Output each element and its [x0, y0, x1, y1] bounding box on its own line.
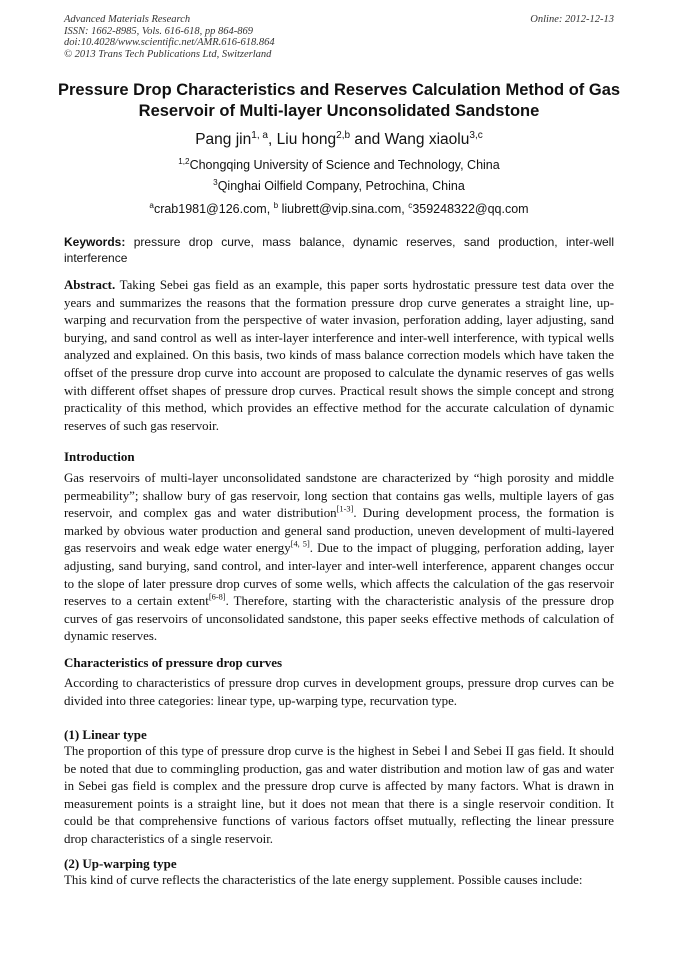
author-separator: ,: [268, 131, 277, 148]
subsection-heading-linear: (1) Linear type: [64, 727, 147, 742]
issn-line: ISSN: 1662-8985, Vols. 616-618, pp 864-869: [64, 25, 253, 37]
paragraph-text: . During development process, the formation is marked by obvious water production and general sand production, uneven development of multi-layered gas reservoirs and weak edge water energy: [64, 506, 614, 556]
title-line-1: Pressure Drop Characteristics and Reserves Calculation Method of Gas: [57, 81, 621, 99]
section-heading-introduction: Introduction: [64, 449, 135, 464]
introduction-paragraph: [64, 470, 614, 646]
email-address[interactable]: 359248322@qq.com: [412, 202, 529, 216]
paragraph-text: Gas reservoirs of multi-layer unconsolidated sandstone are characterized by “high porosity and middle permeability”; shallow bury of gas reservoir, long section that contains gas wells, multiple layers of gas reservoir, and complex gas and water distribution: [64, 471, 614, 521]
abstract-label: Abstract.: [64, 278, 116, 292]
keywords-text: pressure drop curve, mass balance, dynamic reserves, sand production, inter-well interference: [64, 235, 614, 265]
author-name: Pang jin: [195, 131, 252, 148]
online-date: Online: 2012-12-13: [530, 14, 614, 25]
paper-title: [40, 80, 638, 122]
author-name: Liu hong: [276, 131, 337, 148]
citation-ref[interactable]: [4, 5]: [290, 540, 310, 550]
citation-ref[interactable]: [6-8]: [208, 592, 226, 602]
paragraph-text: . Therefore, starting with the characteristic analysis of the pressure drop curves of gas reservoirs of unconsolidated sandstone, this paper seeks effective methods of calculation of dynamic reserves.: [64, 594, 614, 644]
email-superscript: a: [149, 200, 154, 210]
copyright-line: © 2013 Trans Tech Publications Ltd, Switzerland: [64, 48, 272, 60]
abstract-text: Taking Sebei gas field as an example, this paper sorts hydrostatic pressure test data over the years and summarizes the reasons that the formation pressure drop curve generates a straight line, up-warping and recurvation from the perspective of water invasion, perforation adding, layer adjusting, sand burying, and sand control as well as inter-layer interference and inter-well interference, with typical wells analyzed and explained. On this basis, two kinds of mass balance correction models which have taken the offset of the pressure drop curve into account are proposed to calculate the dynamic reserves of gas wells with different offset shapes of pressure drop curves. Practical result shows the simple concept and strong practicality of this method, which provides an effective method for the accurate calculation of dynamic reserves of such gas reservoir.: [64, 278, 614, 433]
email-address[interactable]: liubrett@vip.sina.com,: [278, 202, 409, 216]
email-superscript: b: [273, 200, 279, 210]
author-superscript: 2,b: [336, 129, 351, 141]
doi-line[interactable]: doi:10.4028/www.scientific.net/AMR.616-618.864: [64, 37, 275, 48]
citation-ref[interactable]: [1-3]: [336, 504, 354, 514]
affiliation-text: Chongqing University of Science and Technology, China: [189, 158, 500, 172]
up-warping-paragraph: This kind of curve reflects the characteristics of the late energy supplement. Possible causes include:: [64, 873, 583, 887]
author-emails: [40, 201, 638, 217]
title-line-2: Reservoir of Multi-layer Unconsolidated Sandstone: [138, 102, 540, 120]
subsection-heading-up-warping: (2) Up-warping type: [64, 856, 177, 871]
keywords-block: [64, 235, 614, 266]
affiliation-2: [40, 178, 638, 194]
author-superscript: 3,c: [469, 129, 483, 141]
characteristics-paragraph: According to characteristics of pressure drop curves in development groups, pressure drop curves can be divided into three categories: linear type, up-warping type, recurvation type.: [64, 676, 614, 708]
affiliation-superscript: 1,2: [178, 156, 190, 166]
author-name: Wang xiaolu: [384, 131, 470, 148]
author-list: [40, 130, 638, 150]
paragraph-text: . Due to the impact of plugging, perforation adding, layer adjusting, sand burying, sand control, and inter-layer and inter-well interference, apparent changes occur to the slope of later pressure drop curves of some wells, which affects the calculation of the gas reservoir reserves to a certain extent: [64, 541, 614, 609]
keywords-label: Keywords:: [64, 235, 126, 249]
journal-header: [64, 14, 614, 60]
section-heading-characteristics: Characteristics of pressure drop curves: [64, 655, 283, 670]
affiliation-1: [40, 157, 638, 173]
journal-name: Advanced Materials Research: [64, 14, 191, 25]
email-superscript: c: [408, 200, 413, 210]
author-separator: and: [350, 131, 385, 148]
affiliation-text: Qinghai Oilfield Company, Petrochina, China: [217, 179, 465, 193]
email-address[interactable]: crab1981@126.com,: [153, 202, 274, 216]
linear-type-paragraph: The proportion of this type of pressure drop curve is the highest in Sebei Ⅰ and Sebei II gas field. It should be noted that due to commingling production, gas and water distribution and motion law of gas and water in Sebei gas field is complex and the pressure drop curve is affected by many factors. What is drawn in measurement points is a straight line, but it does not mean that there is a single reservoir condition. It could be that comprehensive functions of various factors offset mutually, reflecting the linear pressure drop characteristics of a single reservoir.: [64, 744, 614, 846]
affiliation-superscript: 3: [213, 177, 218, 187]
author-superscript: 1, a: [251, 129, 269, 141]
abstract-paragraph: [64, 277, 614, 435]
